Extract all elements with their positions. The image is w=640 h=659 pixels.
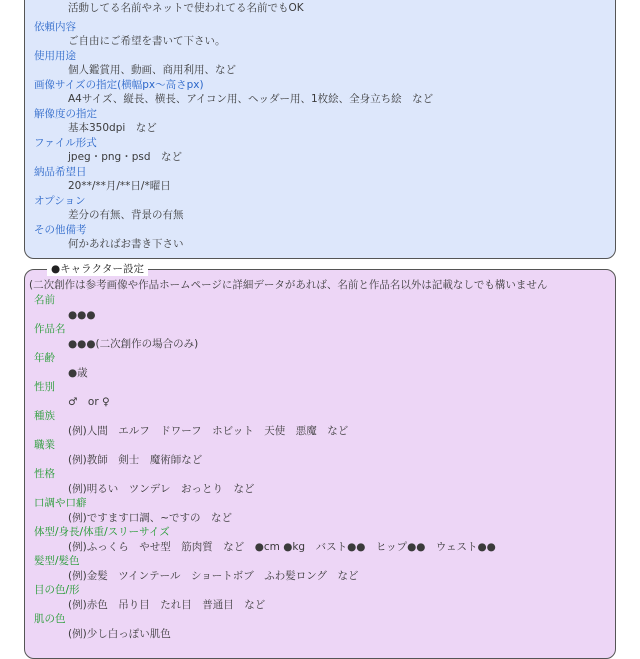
other-notes-value: 何かあればお書き下さい xyxy=(68,238,184,250)
race-value: (例)人間 エルフ ドワーフ ホビット 天使 悪魔 など xyxy=(68,425,349,437)
delivery-date-value: 20**/**月/**日/*曜日 xyxy=(68,180,171,192)
eye-value: (例)赤色 吊り目 たれ目 普通目 など xyxy=(68,599,266,611)
race-label: 種族 xyxy=(34,410,55,422)
other-notes-label: その他備考 xyxy=(34,224,87,236)
secondary-creation-note: (二次創作は参考画像や作品ホームページに詳細データがあれば、名前と作品名以外は記載なしでも構いません xyxy=(29,279,548,291)
character-section-title: ●キャラクター設定 xyxy=(47,262,148,276)
image-size-label: 画像サイズの指定(横幅px～高さpx) xyxy=(34,79,204,91)
usage-label: 使用用途 xyxy=(34,50,76,62)
work-title-value: ●●●(二次創作の場合のみ) xyxy=(68,338,199,350)
gender-label: 性別 xyxy=(34,381,55,393)
request-form-box xyxy=(24,0,616,259)
occupation-value: (例)教師 剣士 魔術師など xyxy=(68,454,203,466)
request-content-value: ご自由にご希望を書いて下さい。 xyxy=(68,35,226,47)
hairstyle-label: 髪型/髪色 xyxy=(34,555,80,567)
personality-label: 性格 xyxy=(34,468,55,480)
work-title-label: 作品名 xyxy=(34,323,66,335)
skin-color-label: 肌の色 xyxy=(34,613,66,625)
body-type-value: (例)ふっくら やせ型 筋肉質 など ●cm ●kg バスト●● ヒップ●● ウェスト●● xyxy=(68,541,496,553)
age-label: 年齢 xyxy=(34,352,55,364)
character-settings-box xyxy=(24,263,616,659)
usage-value: 個人鑑賞用、動画、商用利用、など xyxy=(68,64,236,76)
speech-style-label: 口調や口癖 xyxy=(34,497,87,509)
personality-value: (例)明るい ツンデレ おっとり など xyxy=(68,483,255,495)
name-hint-text: 活動してる名前やネットで使われてる名前でもOK xyxy=(68,2,304,14)
resolution-label: 解像度の指定 xyxy=(34,108,97,120)
hairstyle-value: (例)金髪 ツインテール ショートボブ ふわ髪ロング など xyxy=(68,570,359,582)
options-label: オプション xyxy=(34,195,86,207)
char-name-value: ●●● xyxy=(68,309,96,321)
request-content-label: 依頼内容 xyxy=(34,21,76,33)
char-name-label: 名前 xyxy=(34,294,55,306)
image-size-value: A4サイズ、縦長、横長、アイコン用、ヘッダー用、1枚絵、全身立ち絵 など xyxy=(68,93,434,105)
gender-value: ♂ or ♀ xyxy=(68,396,110,408)
eye-label: 目の色/形 xyxy=(34,584,80,596)
delivery-date-label: 納品希望日 xyxy=(34,166,87,178)
file-format-label: ファイル形式 xyxy=(34,137,97,149)
speech-style-value: (例)ですます口調、~ですの など xyxy=(68,512,232,524)
age-value: ●歳 xyxy=(68,367,88,379)
occupation-label: 職業 xyxy=(34,439,55,451)
file-format-value: jpeg・png・psd など xyxy=(68,151,182,163)
options-value: 差分の有無、背景の有無 xyxy=(68,209,184,221)
resolution-value: 基本350dpi など xyxy=(68,122,157,134)
skin-color-value: (例)少し白っぽい肌色 xyxy=(68,628,171,640)
body-type-label: 体型/身長/体重/スリーサイズ xyxy=(34,526,170,538)
